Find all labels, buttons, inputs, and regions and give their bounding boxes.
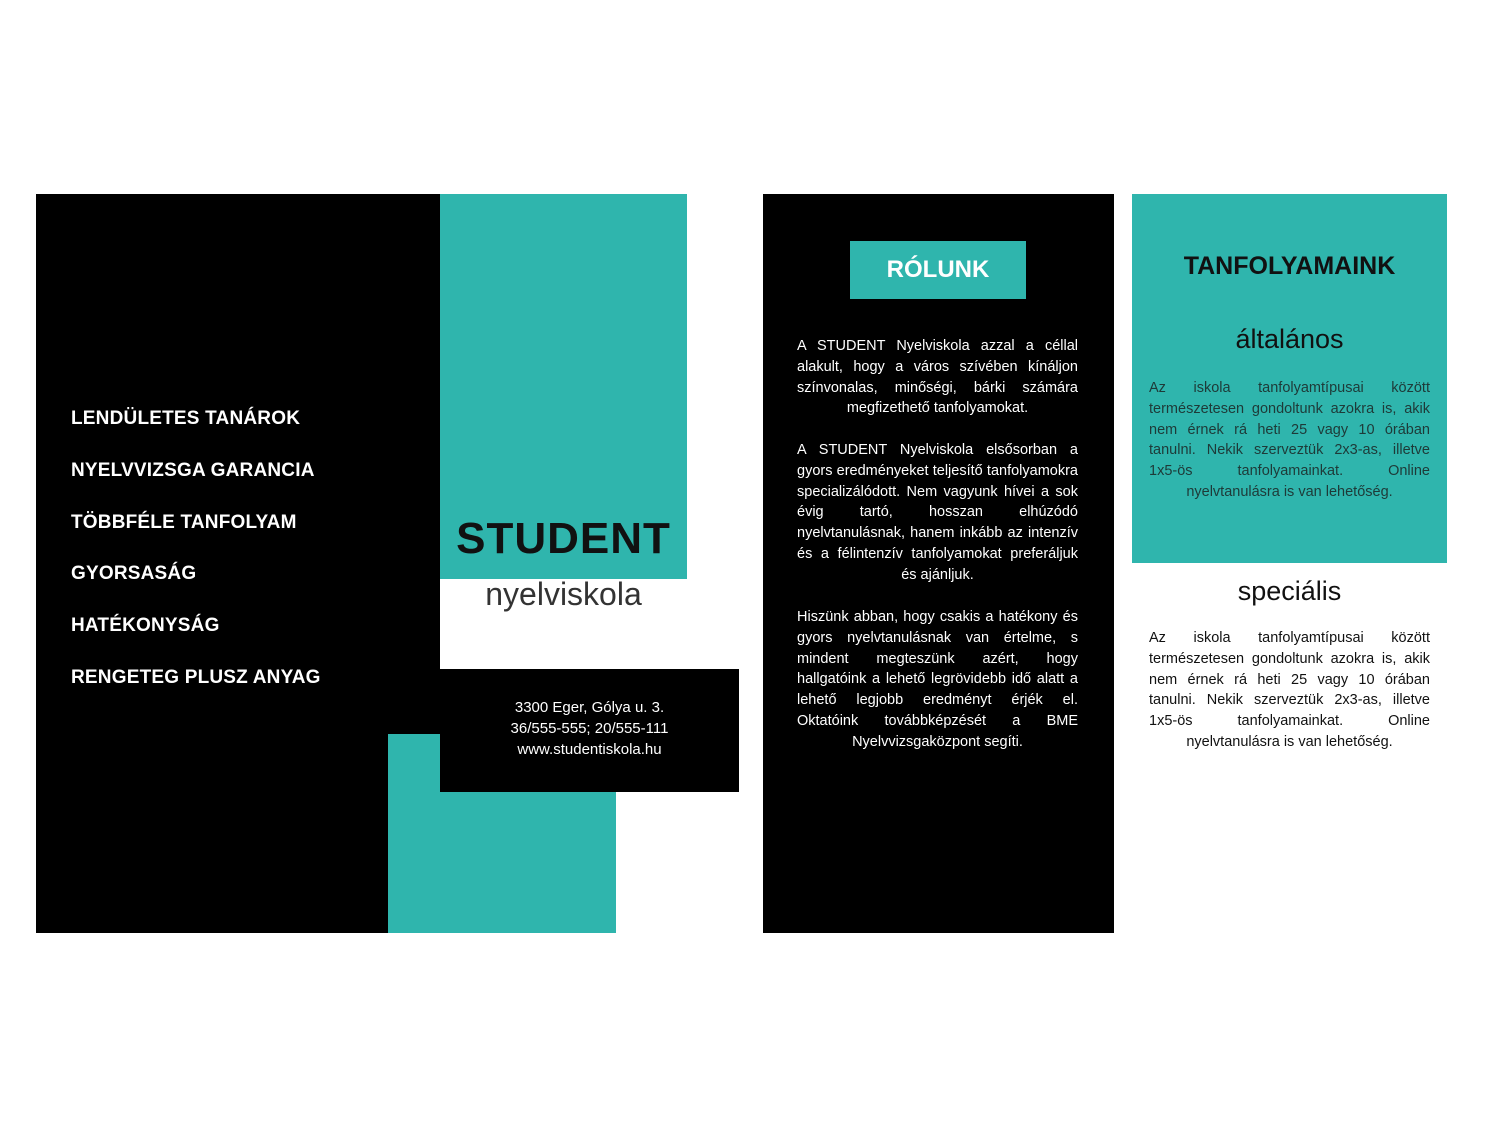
feature-item: LENDÜLETES TANÁROK: [71, 408, 301, 429]
about-paragraph: A STUDENT Nyelviskola elsősorban a gyors eredményeket teljesítő tanfolyamokra specializálódott. Nem vagyunk hívei a sok évig tartó, hosszan elhúzódó nyelvtanulásnak, hanem inkább az intenzív és a félintenzív tanfolyamokat preferáljuk és ajánljuk.: [797, 442, 1078, 583]
general-course-text: Az iskola tanfolyamtípusai között természetesen gondoltunk azokra is, akik nem érnek rá heti 25 vagy 10 órában tanulni. Nekik szerveztük 2x3-as, illetve 1x5-ös tanfolyamainkat. Online nyelvtanulásra is van lehetőség.: [1149, 380, 1430, 500]
about-heading: RÓLUNK: [850, 241, 1026, 299]
feature-item: RENGETEG PLUSZ ANYAG: [71, 667, 321, 688]
contact-box: [440, 669, 739, 792]
courses-heading: TANFOLYAMAINK: [1183, 252, 1396, 280]
feature-item: NYELVVIZSGA GARANCIA: [71, 460, 315, 481]
contact-address: 3300 Eger, Gólya u. 3.: [514, 699, 665, 716]
contact-phones: 36/555-555; 20/555-111: [510, 720, 669, 737]
brand-subtitle: nyelviskola: [485, 576, 642, 612]
feature-item: TÖBBFÉLE TANFOLYAM: [71, 512, 297, 533]
special-course-text: Az iskola tanfolyamtípusai között természetesen gondoltunk azokra is, akik nem érnek rá heti 25 vagy 10 órában tanulni. Nekik szerveztük 2x3-as, illetve 1x5-ös tanfolyamainkat. Online nyelvtanulásra is van lehetőség.: [1149, 630, 1430, 750]
contact-website: www.studentiskola.hu: [517, 741, 662, 758]
about-paragraph: A STUDENT Nyelviskola azzal a céllal alakult, hogy a város szívében kínáljon színvonalas, minőségi, bárki számára megfizethető tanfolyamokat.: [797, 338, 1078, 417]
feature-item: GYORSASÁG: [71, 563, 197, 584]
general-course-title: általános: [1235, 324, 1344, 354]
about-paragraph: Hiszünk abban, hogy csakis a hatékony és gyors nyelvtanulásnak van értelme, s mindent megteszünk azért, hogy hallgatóink a lehető legrövidebb idő alatt a lehető legjobb eredményt érjék el. Oktatóink továbbképzését a BME Nyelvvizsgaközpont segíti.: [797, 609, 1078, 750]
brand-title: STUDENT: [456, 514, 671, 563]
special-course-title: speciális: [1237, 576, 1342, 606]
feature-item: HATÉKONYSÁG: [71, 615, 220, 636]
